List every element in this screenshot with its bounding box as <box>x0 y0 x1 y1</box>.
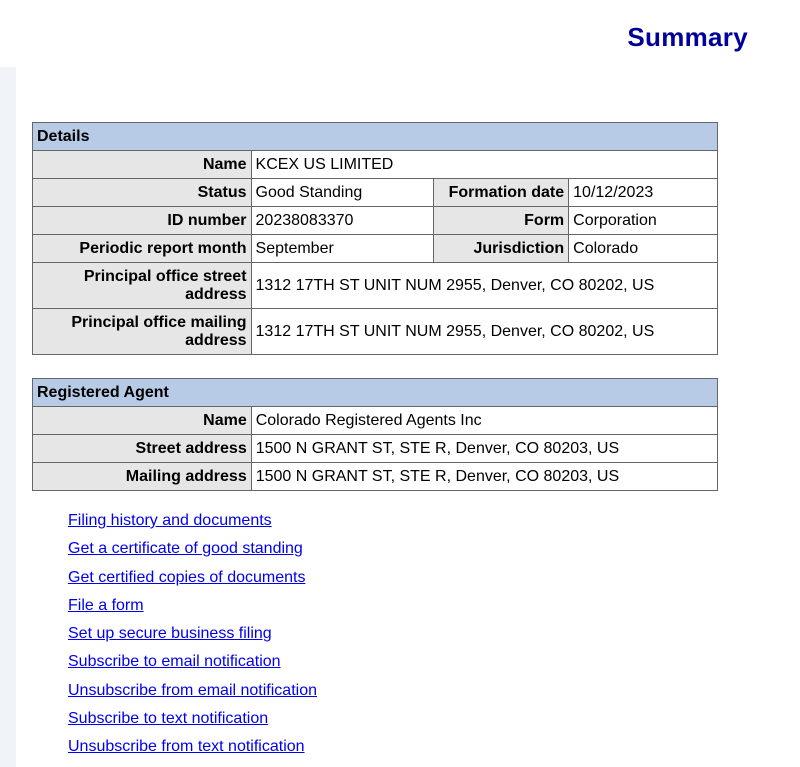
principal-mailing-address-label <box>33 309 252 355</box>
details-row-status <box>33 179 718 207</box>
subscribe-text-link[interactable]: Subscribe to text notification <box>68 710 269 728</box>
jurisdiction-label: Jurisdiction <box>434 235 569 263</box>
certificate-good-standing-link[interactable]: Get a certificate of good standing <box>68 540 303 558</box>
principal-street-address-label <box>33 263 252 309</box>
agent-name-value: Colorado Registered Agents Inc <box>251 407 717 435</box>
form-label: Form <box>434 207 569 235</box>
details-row-mailing-address <box>33 309 718 355</box>
principal-mailing-label-line1: Principal office mailing <box>71 313 247 331</box>
principal-street-label-line1: Principal office street <box>83 267 247 285</box>
principal-street-address-value: 1312 17TH ST UNIT NUM 2955, Denver, CO 80202, US <box>251 263 717 309</box>
action-links <box>68 510 317 765</box>
form-value: Corporation <box>569 207 718 235</box>
jurisdiction-value: Colorado <box>569 235 718 263</box>
periodic-report-month-value: September <box>251 235 434 263</box>
details-table <box>32 122 718 355</box>
page-title: Summary <box>627 22 748 52</box>
agent-mailing-address-value: 1500 N GRANT ST, STE R, Denver, CO 80203, US <box>251 463 717 491</box>
details-row-street-address <box>33 263 718 309</box>
agent-street-address-value: 1500 N GRANT ST, STE R, Denver, CO 80203, US <box>251 435 717 463</box>
principal-mailing-label-line2: address <box>185 331 247 349</box>
agent-name-label: Name <box>33 407 252 435</box>
principal-mailing-address-value: 1312 17TH ST UNIT NUM 2955, Denver, CO 80202, US <box>251 309 717 355</box>
entity-name: KCEX US LIMITED <box>251 151 717 179</box>
periodic-report-month-label: Periodic report month <box>33 235 252 263</box>
formation-date-value: 10/12/2023 <box>569 179 718 207</box>
status-value: Good Standing <box>251 179 434 207</box>
name-label: Name <box>33 151 252 179</box>
agent-mailing-address-label: Mailing address <box>33 463 252 491</box>
agent-row-mailing <box>33 463 718 491</box>
registered-agent-header: Registered Agent <box>33 379 718 407</box>
unsubscribe-text-link[interactable]: Unsubscribe from text notification <box>68 738 305 756</box>
details-row-id <box>33 207 718 235</box>
unsubscribe-email-link[interactable]: Unsubscribe from email notification <box>68 681 317 699</box>
left-sidebar-strip <box>0 67 16 767</box>
details-row-name <box>33 151 718 179</box>
agent-row-name <box>33 407 718 435</box>
certified-copies-link[interactable]: Get certified copies of documents <box>68 568 306 586</box>
id-number-value: 20238083370 <box>251 207 434 235</box>
file-a-form-link[interactable]: File a form <box>68 596 144 614</box>
id-number-label: ID number <box>33 207 252 235</box>
secure-business-filing-link[interactable]: Set up secure business filing <box>68 625 272 643</box>
filing-history-link[interactable]: Filing history and documents <box>68 512 272 529</box>
status-label: Status <box>33 179 252 207</box>
principal-street-label-line2: address <box>185 285 247 303</box>
agent-row-street <box>33 435 718 463</box>
subscribe-email-link[interactable]: Subscribe to email notification <box>68 653 281 671</box>
formation-date-label: Formation date <box>434 179 569 207</box>
details-header: Details <box>33 123 718 151</box>
agent-street-address-label: Street address <box>33 435 252 463</box>
details-row-periodic <box>33 235 718 263</box>
registered-agent-table <box>32 378 718 491</box>
